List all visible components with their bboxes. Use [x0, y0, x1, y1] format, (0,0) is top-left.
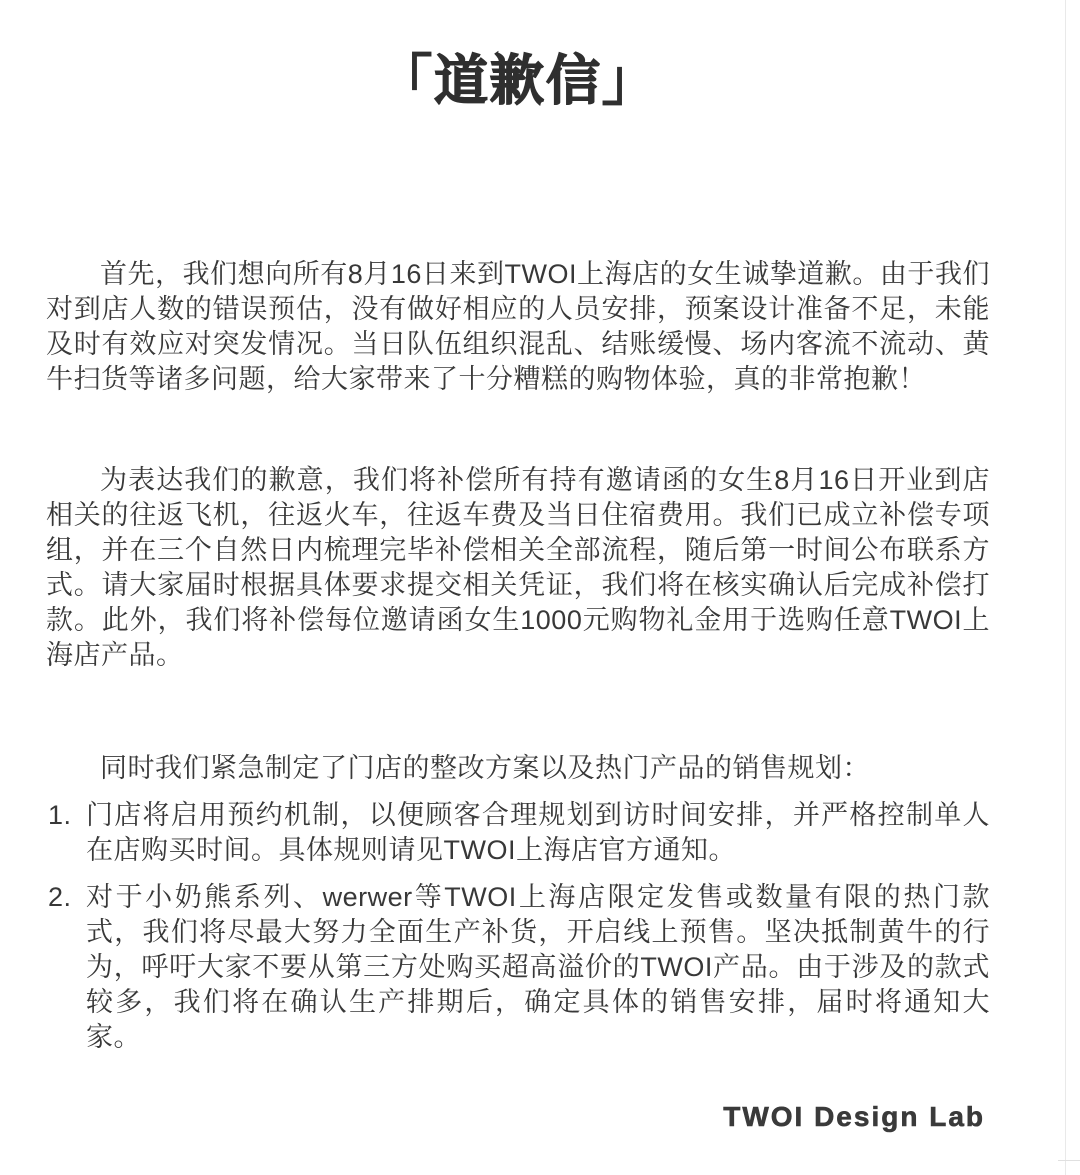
list-item-text: 对于小奶熊系列、werwer等TWOI上海店限定发售或数量有限的热门款式，我们将尽最大努力全面生产补货，开启线上预售。坚决抵制黄牛的行为，呼吁大家不要从第三方处购买超高溢价的TWOI产品。由于涉及的款式较多，我们将在确认生产排期后，确定具体的销售安排，届时将通知大家。 — [86, 882, 990, 1052]
plan-list — [46, 798, 990, 1055]
brand-signature: TWOI Design Lab — [723, 1101, 985, 1132]
list-item-number: 1. — [48, 800, 72, 830]
list-item-text: 门店将启用预约机制，以便顾客合理规划到访时间安排，并严格控制单人在店购买时间。具体规则请见TWOI上海店官方通知。 — [86, 800, 990, 865]
page-edge-line — [1065, 0, 1066, 1175]
apology-paragraph: 首先，我们想向所有8月16日来到TWOI上海店的女生诚挚道歉。由于我们对到店人数的错误预估，没有做好相应的人员安排，预案设计准备不足，未能及时有效应对突发情况。当日队伍组织混乱、结账缓慢、场内客流不流动、黄牛扫货等诸多问题，给大家带来了十分糟糕的购物体验，真的非常抱歉！ — [46, 259, 990, 394]
list-item-number: 2. — [48, 882, 72, 912]
page-title: 「道歉信」 — [378, 51, 658, 111]
plan-intro-text: 同时我们紧急制定了门店的整改方案以及热门产品的销售规划： — [100, 753, 870, 783]
list-item-restock — [46, 880, 990, 1055]
list-item-reservation — [46, 798, 990, 868]
page-edge-tick — [1058, 1160, 1080, 1161]
compensation-paragraph: 为表达我们的歉意，我们将补偿所有持有邀请函的女生8月16日开业到店相关的往返飞机，往返火车，往返车费及当日住宿费用。我们已成立补偿专项组，并在三个自然日内梳理完毕补偿相关全部流程，随后第一时间公布联系方式。请大家届时根据具体要求提交相关凭证，我们将在核实确认后完成补偿打款。此外，我们将补偿每位邀请函女生1000元购物礼金用于选购任意TWOI上海店产品。 — [46, 465, 990, 670]
